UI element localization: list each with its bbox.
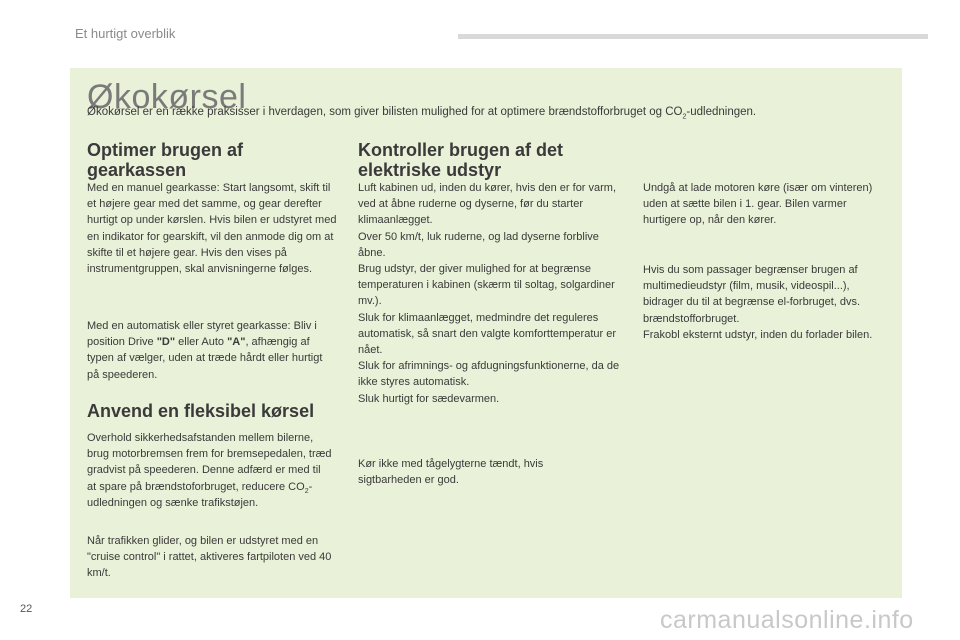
gear-heading: Optimer brugen af gearkassen — [87, 140, 244, 180]
electric-heading: Kontroller brugen af det elektriske udstyr — [358, 140, 564, 180]
electric-passenger-column — [643, 262, 891, 343]
electric-seatheat-paragraph: Sluk hurtigt for sædevarmen. — [358, 392, 500, 405]
electric-idle-paragraph: Undgå at lade motoren køre (især om vinteren) uden at sætte bilen i 1. gear. Bilen varmer hurtigere op, når den kører. — [643, 182, 873, 227]
intro-text: Økokørsel er en række praksisser i hverdagen, som giver bilisten mulighed for at optimere brændstofforbruget og $CO_2$-udledningen. — [87, 106, 757, 121]
electric-defrost-paragraph: Sluk for afrimnings- og afdugningsfunktionerne, da de ikke styres automatisk. — [358, 360, 620, 389]
electric-column-1 — [358, 180, 623, 407]
gear-manual-paragraph: Med en manuel gearkasse: Start langsomt, skift til et højere gear med det samme, og gear derefter hurtigt op under kørslen. Hvis bilen er udstyret med en indikator for gearskift, vil den anmode dig om at skifte til et højere gear. Hvis den vises på instrumentgruppen, skal anvisningerne følges. — [87, 182, 337, 276]
electric-ventilate-paragraph: Luft kabinen ud, inden du kører, hvis den er for varm, ved at åbne ruderne og dyserne, før du starter klimaanlægget. — [358, 182, 617, 227]
electric-disconnect-paragraph: Frakobl eksternt udstyr, inden du forlader bilen. — [643, 328, 873, 341]
page-number: 22 — [20, 603, 33, 615]
flex-heading: Anvend en fleksibel kørsel — [87, 401, 315, 421]
watermark-text: carmanualsonline.info — [660, 606, 914, 634]
flex-distance-paragraph: Overhold sikkerhedsafstanden mellem bilerne, brug motorbremsen frem for bremsepedalen, træd gradvist på speederen. Denne adfærd er med til at spare på brændstoforbruget, reducere $CO_2$-udledningen og sænke trafikstøjen. — [87, 432, 332, 509]
electric-ac-paragraph: Sluk for klimaanlægget, medmindre det reguleres automatisk, så snart den valgte komforttemperatur er nået. — [358, 311, 617, 357]
header-title: Et hurtigt overblik — [75, 26, 176, 41]
gear-automatic-paragraph: Med en automatisk eller styret gearkasse: Bliv i position Drive "D" eller Auto "A", afhængig af typen af vælger, uden at træde hårdt eller hurtigt på speederen. — [87, 320, 323, 381]
flex-cruise-paragraph: Når trafikken glider, og bilen er udstyret med en "cruise control" i rattet, aktiveres fartpiloten ved 40 km/t. — [87, 535, 332, 580]
section-title: Økokørsel — [87, 78, 247, 116]
electric-multimedia-paragraph: Hvis du som passager begrænser brugen af multimedieudstyr (film, musik, videospil...), bidrager du til at begrænse el-forbruget, dvs. brændstofforbruget. — [643, 264, 861, 325]
electric-shade-paragraph: Brug udstyr, der giver mulighed for at begrænse temperaturen i kabinen (skærm til soltag, solgardiner mv.). — [358, 263, 615, 308]
header-divider-bar — [458, 34, 928, 39]
electric-foglights-paragraph: Kør ikke med tågelygterne tændt, hvis sigtbarheden er god. — [358, 458, 544, 487]
electric-windows-paragraph: Over 50 km/t, luk ruderne, og lad dyserne forblive åbne. — [358, 230, 599, 259]
